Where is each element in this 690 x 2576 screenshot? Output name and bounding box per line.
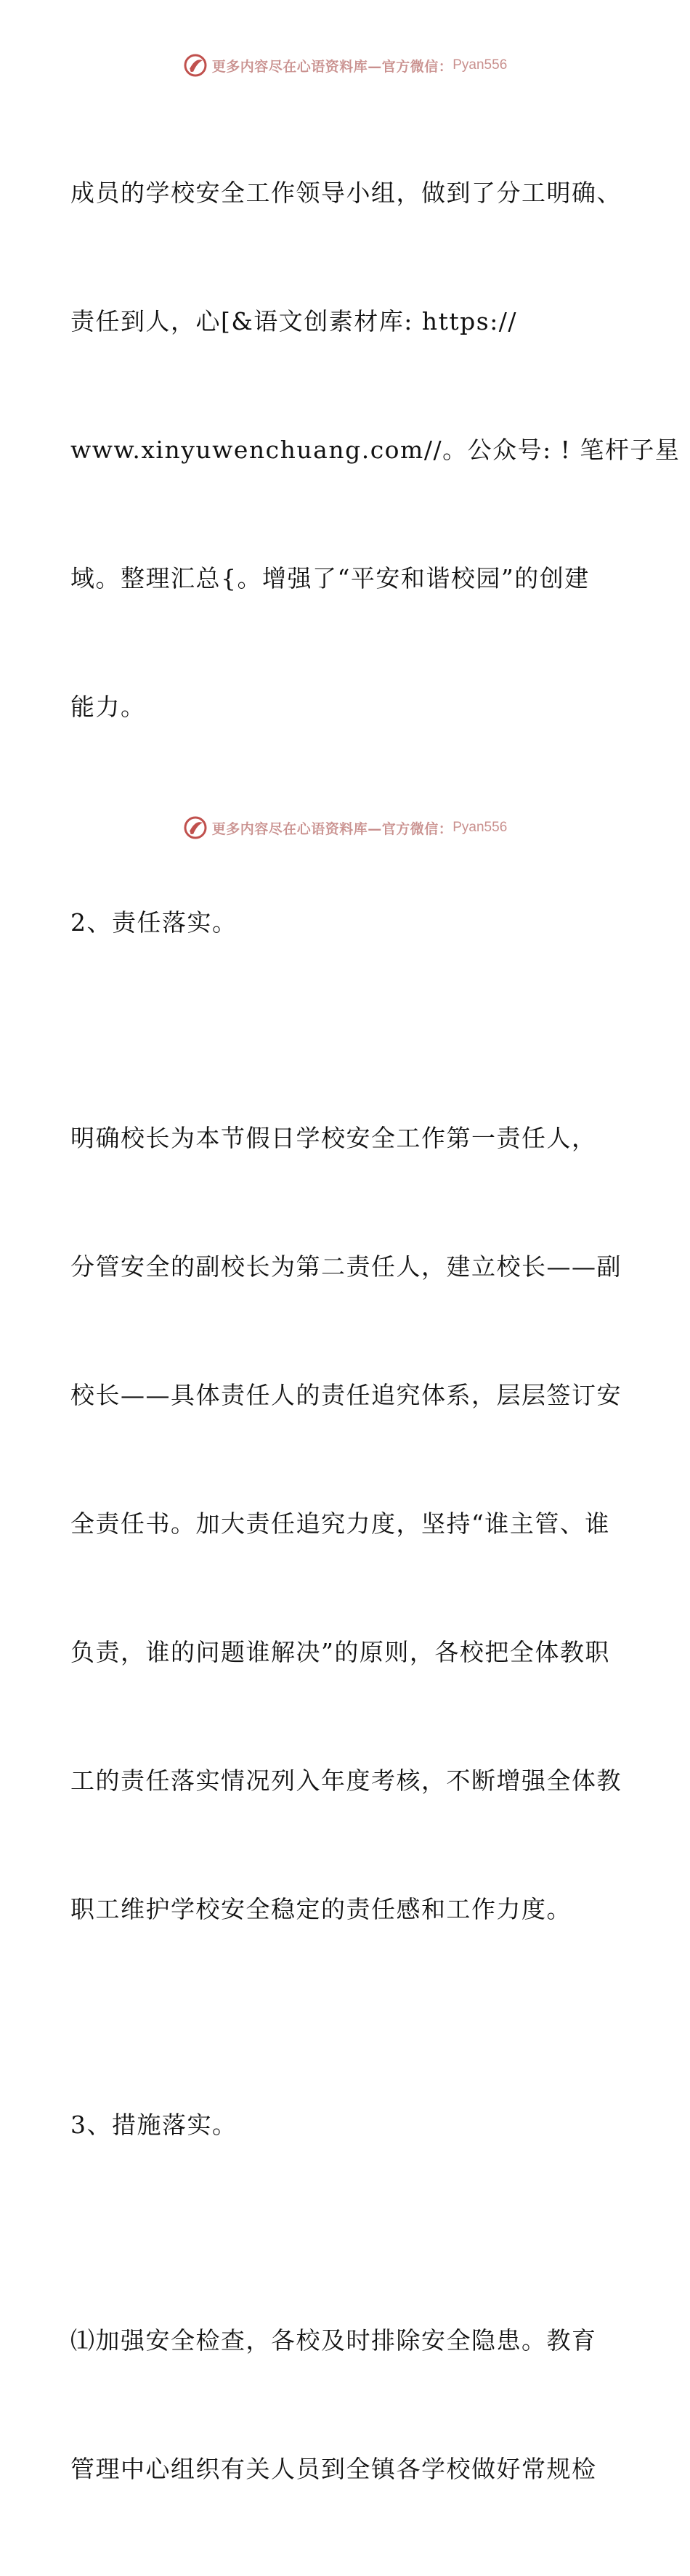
section-heading-2 bbox=[70, 815, 622, 1030]
text-line: 职工维护学校安全稳定的责任感和工作力度。 bbox=[70, 1895, 572, 1923]
brand-logo-icon bbox=[183, 53, 208, 78]
text-line: 2、责任落实。 bbox=[70, 908, 238, 937]
document-body bbox=[70, 86, 681, 2576]
text-line: 全责任书。加大责任追究力度，坚持“谁主管、谁 bbox=[70, 1509, 610, 1538]
text-line: 校长——具体责任人的责任追究体系，层层签订安 bbox=[70, 1381, 622, 1409]
paragraph-3 bbox=[70, 2233, 622, 2576]
text-line: 能力。 bbox=[70, 693, 146, 721]
text-line: 域。整理汇总{。增强了“平安和谐校园”的创建 bbox=[70, 564, 590, 592]
section-heading-3 bbox=[70, 2018, 622, 2232]
header-banner bbox=[0, 51, 690, 80]
banner-text: 更多内容尽在心语资料库—官方微信： bbox=[211, 820, 453, 837]
banner-wechat-id: Pyan556 bbox=[452, 820, 508, 835]
footer-banner bbox=[0, 813, 690, 842]
text-line: www.xinyuwenchuang.com//。公众号: ! 笔杆子星 bbox=[70, 436, 681, 464]
paragraph-2 bbox=[70, 1031, 622, 2016]
text-line: 成员的学校安全工作领导小组，做到了分工明确、 bbox=[70, 179, 622, 207]
text-line: 责任到人，心[&语文创素材库: https:// bbox=[70, 307, 518, 335]
text-line: 负责，谁的问题谁解决”的原则，各校把全体教职 bbox=[70, 1638, 610, 1666]
text-line: 明确校长为本节假日学校安全工作第一责任人， bbox=[70, 1124, 597, 1152]
text-line: 工的责任落实情况列入年度考核，不断增强全体教 bbox=[70, 1766, 622, 1795]
paragraph-1 bbox=[70, 86, 681, 814]
brand-logo-icon bbox=[183, 815, 208, 840]
text-line: 3、措施落实。 bbox=[70, 2111, 238, 2139]
text-line: 分管安全的副校长为第二责任人，建立校长——副 bbox=[70, 1252, 622, 1281]
text-line: 管理中心组织有关人员到全镇各学校做好常规检 bbox=[70, 2455, 597, 2483]
banner-text: 更多内容尽在心语资料库—官方微信： bbox=[211, 58, 453, 75]
text-line: ⑴加强安全检查，各校及时排除安全隐患。教育 bbox=[70, 2326, 597, 2355]
banner-wechat-id: Pyan556 bbox=[452, 57, 508, 73]
